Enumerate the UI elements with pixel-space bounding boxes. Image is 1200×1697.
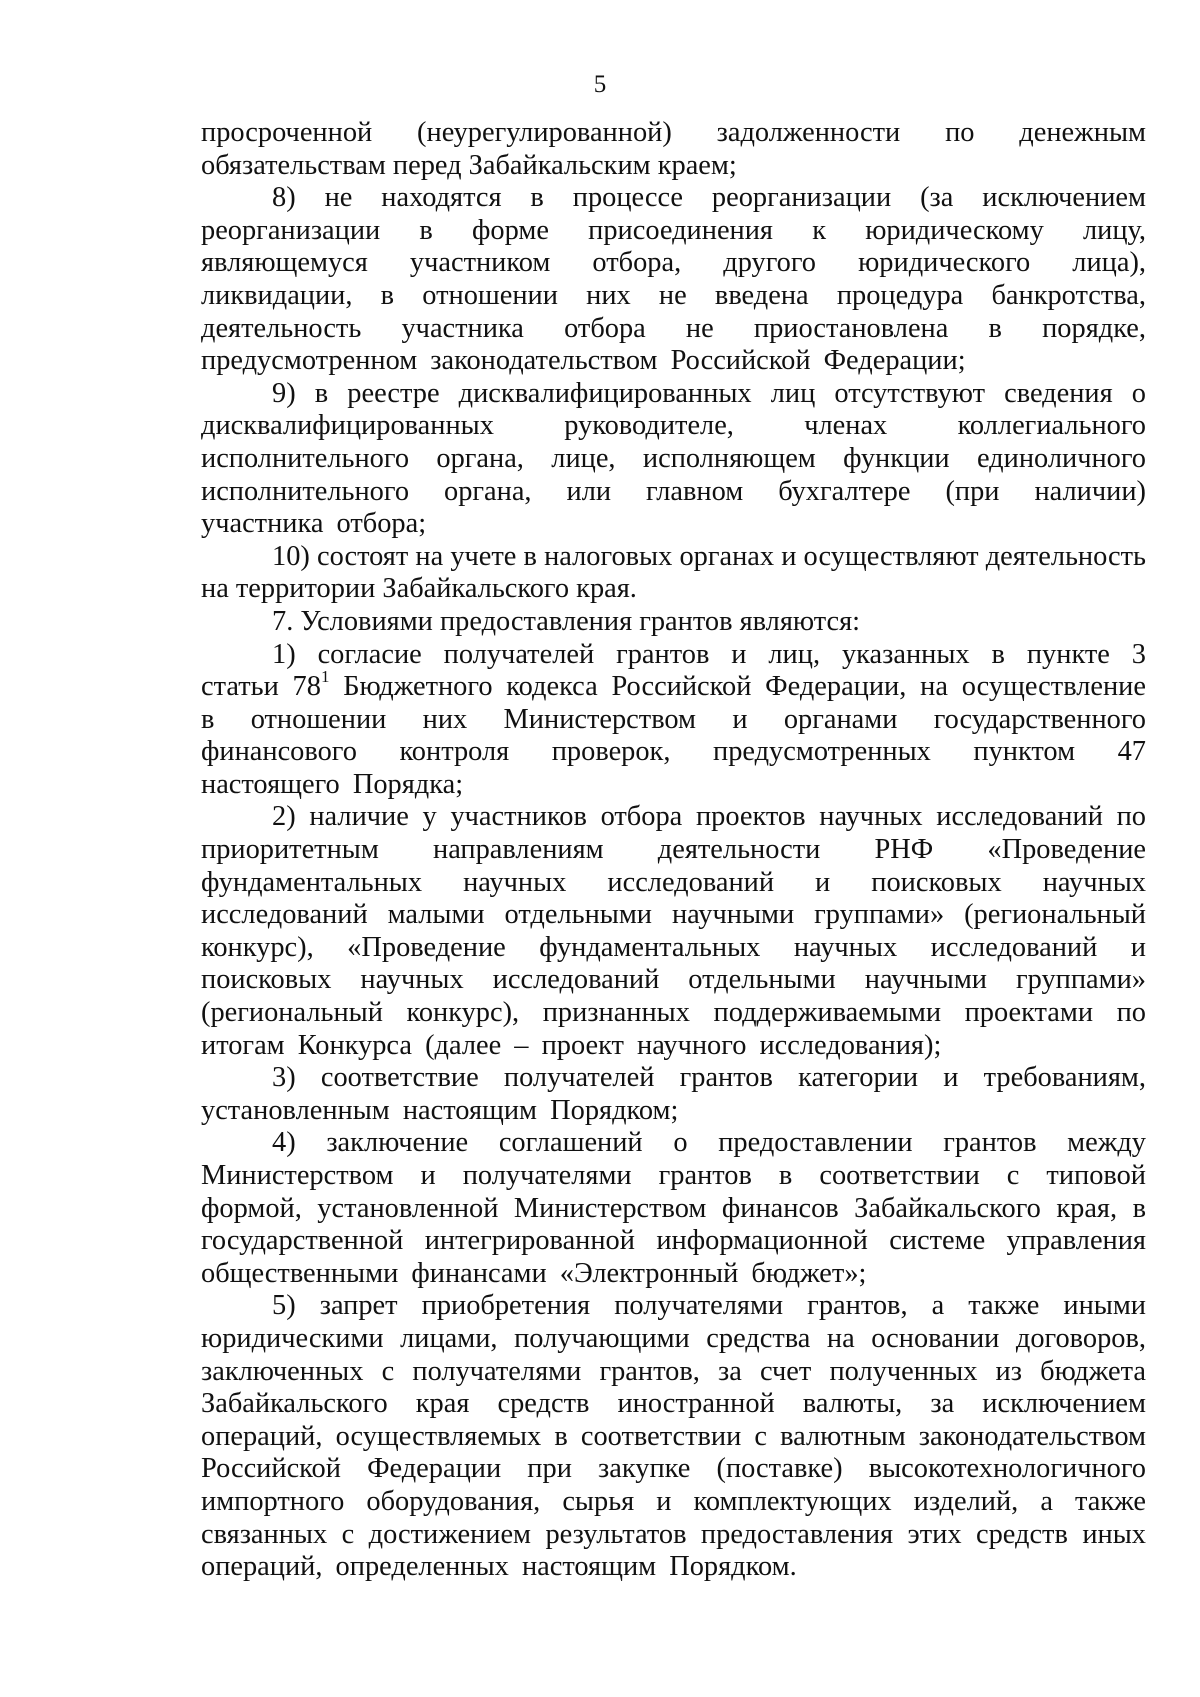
page-number: 5 (593, 71, 607, 98)
paragraph-item-9: 9) в реестре дисквалифицированных лиц отсутствуют сведения о дисквалифицированных руководителе, членах коллегиального исполнительного органа, лице, исполняющем функции единоличного исполнительного органа, или главном бухгалтере (при наличии) участника отбора; (201, 377, 1146, 540)
paragraph-condition-5: 5) запрет приобретения получателями грантов, а также иными юридическими лицами, получающими средства на основании договоров, заключенных с получателями грантов, за счет полученных из бюджета Забайкальского края средств иностранной валюты, за исключением операций, осуществляемых в соответствии с валютным законодательством Российской Федерации при закупке (поставке) высокотехнологичного импортного оборудования, сырья и комплектующих изделий, а также связанных с достижением результатов предоставления этих средств иных операций, определенных настоящим Порядком. (201, 1290, 1146, 1583)
document-body (201, 117, 1146, 1584)
paragraph-condition-4: 4) заключение соглашений о предоставлении грантов между Министерством и получателями грантов в соответствии с типовой формой, установленной Министерством финансов Забайкальского края, в государственной интегрированной информационной системе управления общественными финансами «Электронный бюджет»; (201, 1127, 1146, 1289)
paragraph-continuation: просроченной (неурегулированной) задолженности по денежным обязательствам перед Забайкальским краем; (201, 117, 1146, 181)
article-superscript: 1 (320, 667, 330, 687)
paragraph-condition-1-text-before: 1) согласие получателей грантов и лиц, указанных в пункте 3 статьи 78 (201, 638, 1146, 703)
paragraph-condition-2: 2) наличие у участников отбора проектов научных исследований по приоритетным направлениям деятельности РНФ «Проведение фундаментальных научных исследований и поисковых научных исследований малыми отдельными научными группами» (региональный конкурс), «Проведение фундаментальных научных исследований и поисковых научных исследований отдельными научными группами» (региональный конкурс), признанных поддерживаемыми проектами по итогам Конкурса (далее – проект научного исследования); (201, 801, 1146, 1061)
paragraph-section-7: 7. Условиями предоставления грантов являются: (272, 605, 861, 637)
paragraph-item-10: 10) состоят на учете в налоговых органах и осуществляют деятельность на территории Забайкальского края. (201, 540, 1146, 605)
paragraph-item-8: 8) не находятся в процессе реорганизации (за исключением реорганизации в форме присоединения к юридическому лицу, являющемуся участником отбора, другого юридического лица), ликвидации, в отношении них не введена процедура банкротства, деятельность участника отбора не приостановлена в порядке, предусмотренном законодательством Российской Федерации; (201, 182, 1146, 377)
paragraph-condition-1-text-after: Бюджетного кодекса Российской Федерации, на осуществление в отношении них Министерством и органами государственного финансового контроля проверок, предусмотренных пунктом 47 настоящего Порядка; (201, 671, 1146, 800)
paragraph-condition-3: 3) соответствие получателей грантов категории и требованиям, установленным настоящим Порядком; (201, 1062, 1146, 1126)
paragraph-condition-1 (201, 639, 1146, 802)
